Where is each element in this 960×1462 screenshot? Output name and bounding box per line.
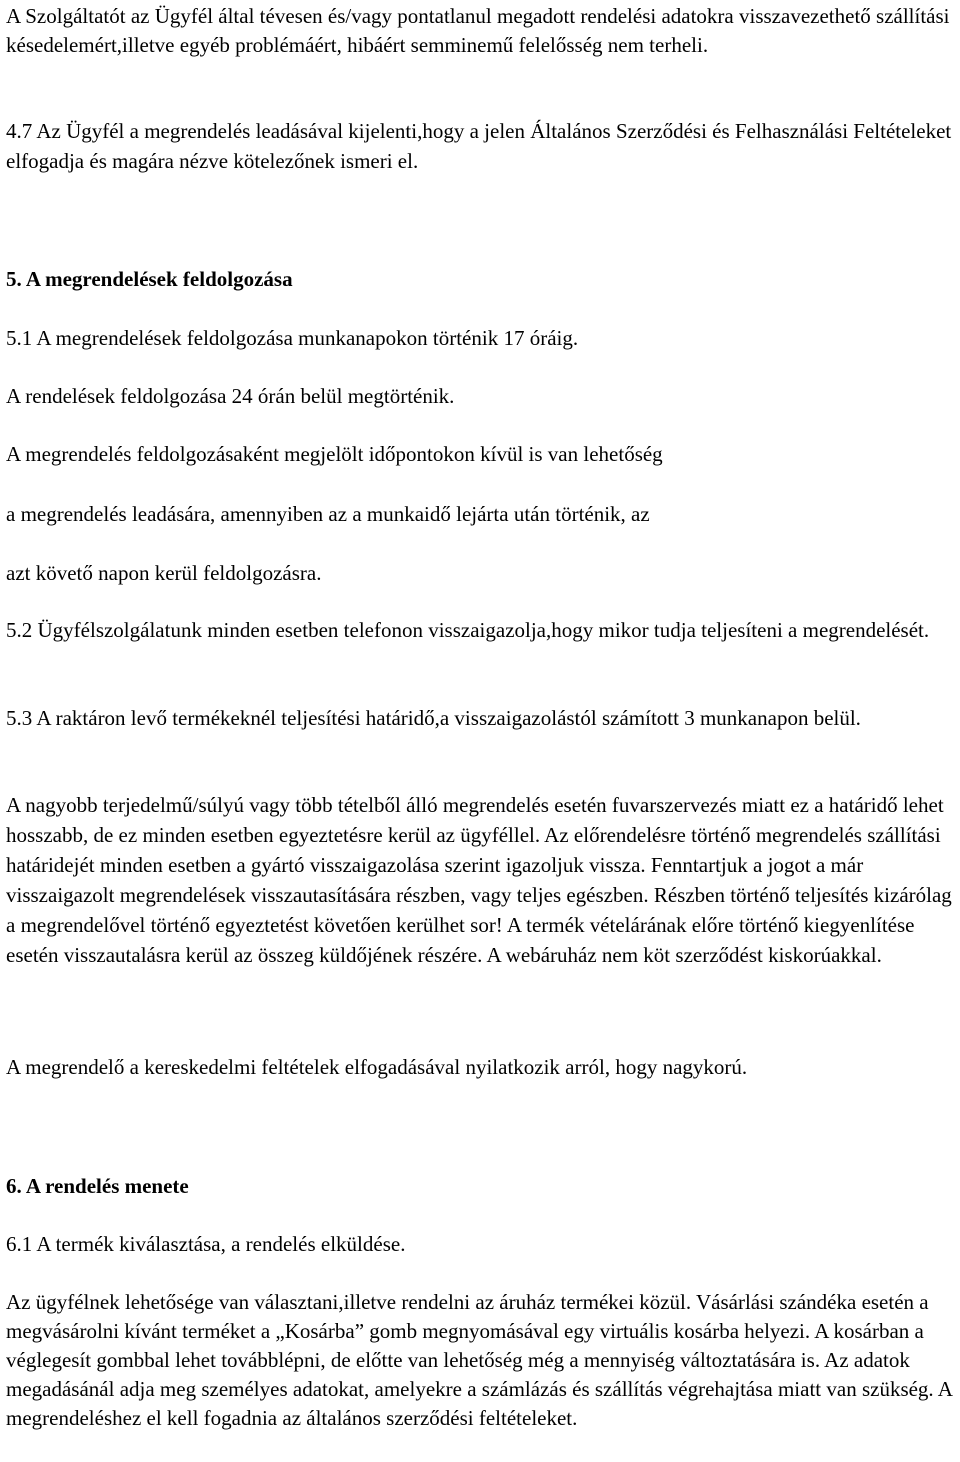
paragraph-5-1 xyxy=(6,323,954,353)
paragraph-large-orders xyxy=(6,790,954,970)
paragraph-4-7 xyxy=(6,116,954,176)
section-6-heading: 6. A rendelés menete xyxy=(6,1174,189,1198)
paragraph-adult-text: A megrendelő a kereskedelmi feltételek elfogadásával nyilatkozik arról, hogy nagykorú. xyxy=(6,1055,748,1079)
paragraph-large-orders-text: A nagyobb terjedelmű/súlyú vagy több tételből álló megrendelés esetén fuvarszervezés miatt ez a határidő lehet hosszabb, de ez minden esetben egyeztetésre kerül az ügyféllel. Az előrendelésre történő megrendelés szállítási határidejét minden esetben a gyártó visszaigazolása szerint igazoljuk vissza. Fenntartjuk a jogot a már visszaigazolt megrendelések visszautasítására részben, vagy teljes egészben. Részben történő teljesítés kizárólag a megrendelővel történő egyeztetést követően kerülhet sor! A termék vételárának előre történő kiegyenlítése esetén visszautalásra kerül az összeg küldőjének részére. A webáruház nem köt szerződést kiskorúakkal. xyxy=(6,793,952,967)
paragraph-adult xyxy=(6,1052,954,1082)
paragraph-intro-text: A Szolgáltatót az Ügyfél által tévesen és/vagy pontatlanul megadott rendelési adatokra visszavezethető szállítási késedelemért,illetve egyéb problémáért, hibáért semminemű felelősség nem terheli. xyxy=(6,4,950,57)
paragraph-choice xyxy=(6,1288,954,1433)
paragraph-5-1c-line3 xyxy=(6,558,954,588)
paragraph-5-1b-text: A rendelések feldolgozása 24 órán belül megtörténik. xyxy=(6,384,455,408)
paragraph-5-1c-line1 xyxy=(6,439,954,469)
paragraph-6-1-text: 6.1 A termék kiválasztása, a rendelés elküldése. xyxy=(6,1232,406,1256)
paragraph-5-1c-line2-text: a megrendelés leadására, amennyiben az a munkaidő lejárta után történik, az xyxy=(6,502,650,526)
paragraph-4-7-text: 4.7 Az Ügyfél a megrendelés leadásával kijelenti,hogy a jelen Általános Szerződési és Felhasználási Feltételeket elfogadja és magára nézve kötelezőnek ismeri el. xyxy=(6,119,952,173)
paragraph-5-3 xyxy=(6,704,954,733)
paragraph-5-1-text: 5.1 A megrendelések feldolgozása munkanapokon történik 17 óráig. xyxy=(6,326,579,350)
paragraph-5-1c-line1-text: A megrendelés feldolgozásaként megjelölt időpontokon kívül is van lehetőség xyxy=(6,442,663,466)
paragraph-6-1 xyxy=(6,1229,954,1259)
paragraph-intro xyxy=(6,2,954,60)
paragraph-5-2 xyxy=(6,616,954,645)
paragraph-5-1b xyxy=(6,381,954,411)
paragraph-5-1c-line2 xyxy=(6,499,954,529)
paragraph-choice-text: Az ügyfélnek lehetősége van választani,illetve rendelni az áruház termékei közül. Vásárlási szándéka esetén a megvásárolni kívánt terméket a „Kosárba” gomb megnyomásával egy virtuális kosárba helyezi. A kosárban a véglegesít gombbal lehet továbblépni, de előtte van lehetőség még a mennyiség változtatására is. Az adatok megadásánál adja meg személyes adatokat, amelyekre a számlázás és szállítás végrehajtása miatt van szükség. A megrendeléshez el kell fogadnia az általános szerződési feltételeket. xyxy=(6,1290,952,1430)
paragraph-5-2-text: 5.2 Ügyfélszolgálatunk minden esetben telefonon visszaigazolja,hogy mikor tudja teljesíteni a megrendelését. xyxy=(6,618,930,642)
paragraph-5-1c-line3-text: azt követő napon kerül feldolgozásra. xyxy=(6,561,322,585)
paragraph-5-3-text: 5.3 A raktáron levő termékeknél teljesítési határidő,a visszaigazolástól számított 3 munkanapon belül. xyxy=(6,706,861,730)
section-5-heading: 5. A megrendelések feldolgozása xyxy=(6,267,293,291)
